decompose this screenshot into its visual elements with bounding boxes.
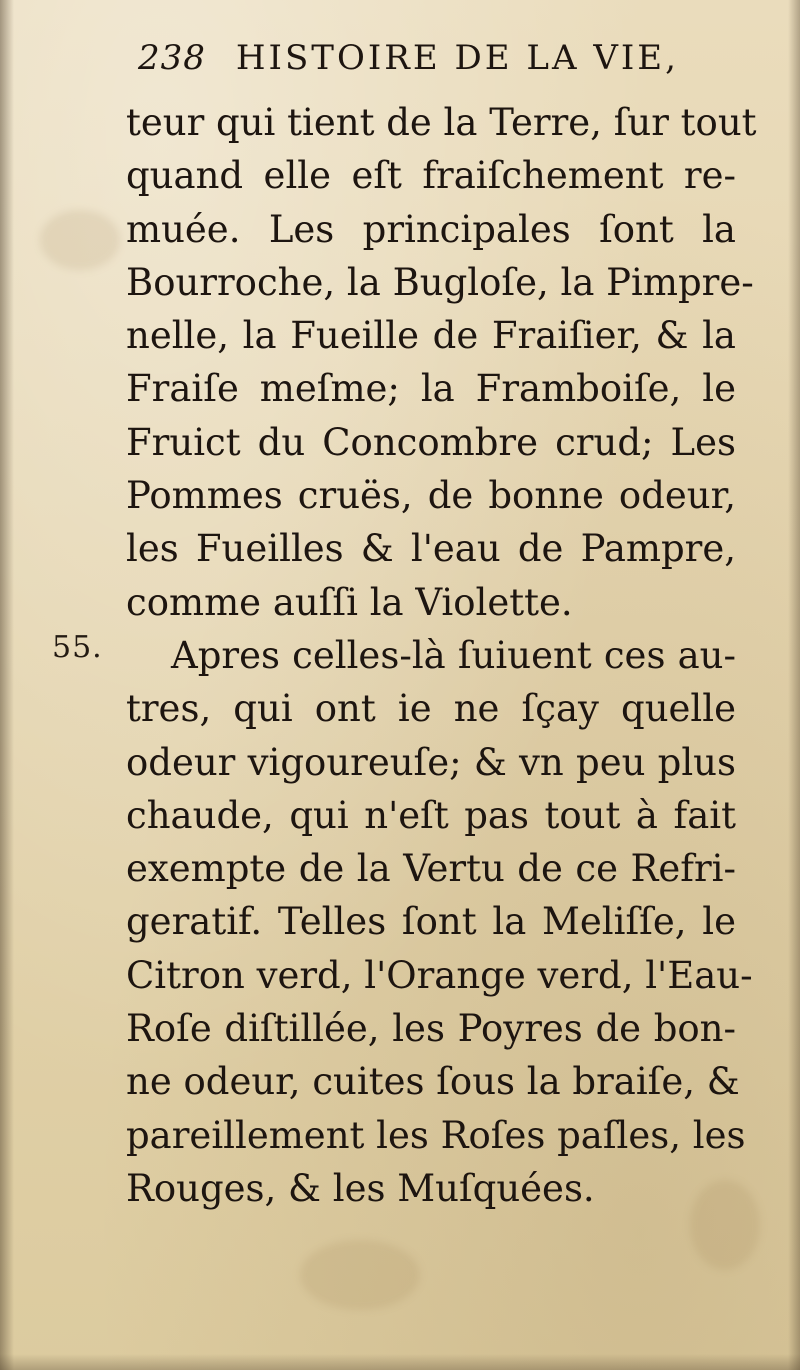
text-line: ne odeur, cuites ſous la braiſe, &: [126, 1060, 740, 1104]
text-line: geratif. Telles ſont la Meliſſe, le: [126, 900, 736, 944]
text-line: odeur vigoureuſe; & vn peu plus: [126, 740, 736, 784]
text-line: Rouges, & les Muſquées.: [126, 1166, 595, 1210]
text-line: Pommes cruës, de bonne odeur,: [126, 474, 736, 518]
text-line: chaude, qui n'eſt pas tout à fait: [126, 793, 736, 837]
text-line: Apres celles-là ſuiuent ces au-: [171, 633, 736, 677]
paper-stain: [40, 210, 120, 270]
page-left-shadow: [0, 0, 14, 1370]
text-line: Citron verd, l'Orange verd, l'Eau-: [126, 953, 753, 997]
running-title: HISTOIRE DE LA VIE,: [235, 38, 679, 78]
text-line: teur qui tient de la Terre, ſur tout: [126, 101, 757, 144]
text-line: Roſe diſtillée, les Poyres de bon-: [126, 1007, 736, 1051]
running-head: [138, 38, 698, 78]
page-right-shadow: [788, 0, 800, 1370]
text-line: quand elle eſt fraiſchement re-: [126, 154, 736, 198]
page-number: 238: [138, 38, 206, 78]
text-line: Bourroche, la Bugloſe, la Pimpre-: [126, 260, 754, 304]
text-line: exempte de la Vertu de ce Refri-: [126, 847, 736, 891]
text-line: muée. Les principales ſont la: [126, 207, 736, 251]
text-line: pareillement les Roſes paſles, les: [126, 1113, 746, 1157]
text-line: comme auſſi la Violette.: [126, 580, 573, 624]
page-bottom-shadow: [0, 1354, 800, 1370]
text-line: tres, qui ont ie ne ſçay quelle: [126, 687, 736, 731]
paragraph-number: 55.: [52, 630, 103, 665]
text-line: nelle, la Fueille de Fraiſier, & la: [126, 314, 736, 358]
text-line: Fraiſe meſme; la Framboiſe, le: [126, 367, 736, 411]
text-line: Fruict du Concombre crud; Les: [126, 420, 736, 464]
body-text: [126, 96, 757, 1215]
text-line: les Fueilles & l'eau de Pampre,: [126, 527, 736, 571]
paper-stain: [300, 1240, 420, 1310]
